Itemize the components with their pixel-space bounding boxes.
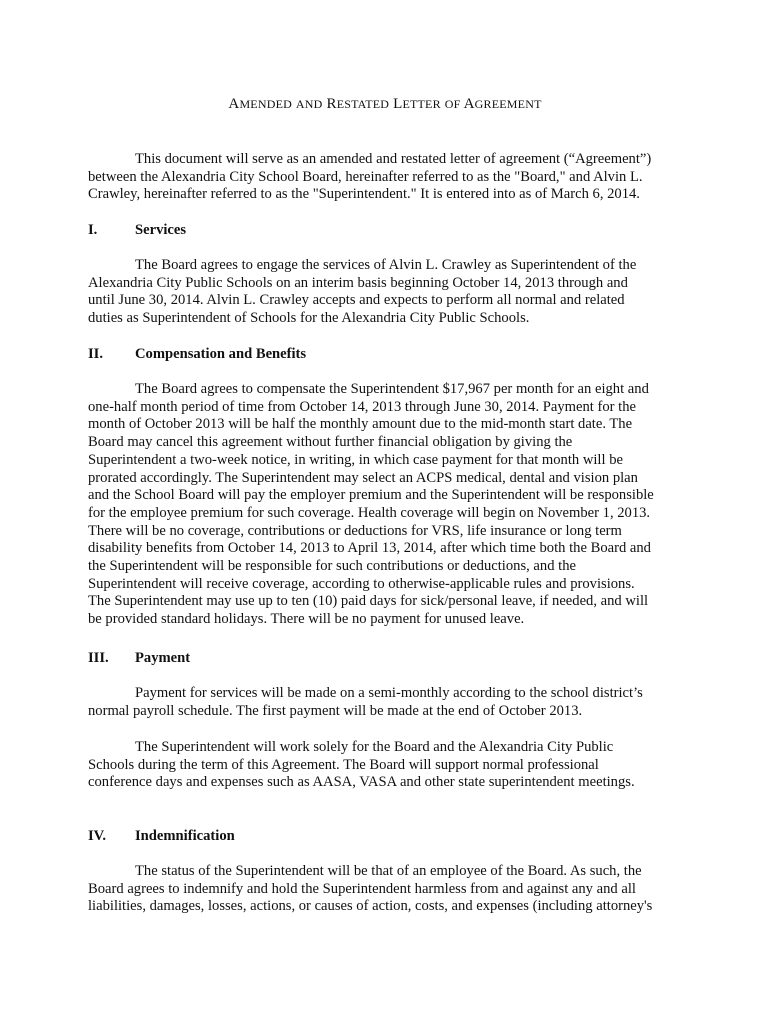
text-line: Schools during the term of this Agreement. The Board will support normal professional — [88, 756, 599, 773]
text-line: month of October 2013 will be half the monthly amount due to the mid-month start date. The — [88, 416, 633, 433]
section-heading-services — [88, 222, 186, 239]
text-line: duties as Superintendent of Schools for the Alexandria City Public Schools. — [88, 310, 530, 327]
section-title: Indemnification — [135, 828, 235, 844]
section-heading-compensation — [88, 346, 306, 363]
text-line: The Board agrees to compensate the Superintendent $17,967 per month for an eight and — [135, 381, 649, 397]
text-line: Superintendent a two-week notice, in writing, in which case payment for that month will be — [88, 451, 623, 468]
title-smallcaps: ESTATED — [336, 97, 390, 111]
text-line: Payment for services will be made on a semi-monthly according to the school district’s — [135, 685, 643, 701]
text-line: Alexandria City Public Schools on an interim basis beginning October 14, 2013 through and — [88, 274, 628, 291]
title-smallcaps: AND — [295, 97, 323, 111]
indemnification-paragraph — [88, 863, 688, 916]
services-paragraph — [88, 257, 688, 328]
text-line: Crawley, hereinafter referred to as the "Superintendent." It is entered into as of March 6, 2014. — [88, 186, 640, 203]
text-line: disability benefits from October 14, 2013 to April 13, 2014, after which time both the Board and — [88, 540, 651, 557]
section-title: Services — [135, 222, 187, 238]
section-heading-indemnification — [88, 828, 235, 845]
text-line: conference days and expenses such as AASA, VASA and other state superintendent meetings. — [88, 774, 635, 791]
text-line: The Superintendent may use up to ten (10) paid days for sick/personal leave, if needed, and will — [88, 593, 649, 610]
payment-paragraph-2 — [88, 739, 688, 792]
intro-paragraph — [88, 151, 688, 204]
title-char: R — [326, 96, 337, 112]
title-char: L — [393, 96, 403, 112]
section-title: Compensation and Benefits — [135, 346, 307, 362]
document-title — [0, 96, 770, 113]
text-line: for the employee premium for such coverage. Health coverage will begin on November 1, 2013. — [88, 504, 651, 521]
section-heading-payment — [88, 650, 190, 667]
payment-paragraph — [88, 685, 688, 720]
title-smallcaps: GREEMENT — [474, 97, 542, 111]
section-number: I. — [88, 222, 98, 238]
section-number: III. — [88, 650, 109, 666]
text-line: Board agrees to indemnify and hold the Superintendent harmless from and against any and all — [88, 880, 636, 897]
text-line: be provided standard holidays. There will be no payment for unused leave. — [88, 611, 525, 628]
section-title: Payment — [135, 650, 191, 666]
text-line: the Superintendent will be responsible for such contributions or deductions, and the — [88, 558, 576, 575]
section-number: II. — [88, 346, 104, 362]
text-line: The status of the Superintendent will be that of an employee of the Board. As such, the — [135, 863, 642, 879]
text-line: prorated accordingly. The Superintendent may select an ACPS medical, dental and vision plan — [88, 469, 638, 486]
section-number: IV. — [88, 828, 106, 844]
text-line: one-half month period of time from October 14, 2013 through June 30, 2014. Payment for the — [88, 398, 636, 415]
text-line: The Superintendent will work solely for the Board and the Alexandria City Public — [135, 739, 614, 755]
title-char: A — [463, 96, 475, 112]
text-line: This document will serve as an amended and restated letter of agreement (“Agreement”) — [135, 151, 652, 167]
text-line: and the School Board will pay the employer premium and the Superintendent will be responsible — [88, 487, 654, 504]
text-line: normal payroll schedule. The first payment will be made at the end of October 2013. — [88, 702, 583, 719]
title-smallcaps: MENDED — [239, 97, 292, 111]
text-line: between the Alexandria City School Board, hereinafter referred to as the "Board," and Alvin L. — [88, 168, 643, 185]
text-line: liabilities, damages, losses, actions, or causes of action, costs, and expenses (including attorney's — [88, 898, 653, 915]
text-line: until June 30, 2014. Alvin L. Crawley accepts and expects to perform all normal and related — [88, 292, 625, 309]
title-smallcaps: ETTER — [402, 97, 441, 111]
title-smallcaps: OF — [444, 97, 461, 111]
text-line: There will be no coverage, contributions or deductions for VRS, life insurance or long term — [88, 522, 622, 539]
title-char: A — [228, 96, 240, 112]
text-line: Board may cancel this agreement without further financial obligation by giving the — [88, 434, 573, 451]
text-line: Superintendent will receive coverage, according to otherwise-applicable rules and provisions. — [88, 575, 635, 592]
text-line: The Board agrees to engage the services of Alvin L. Crawley as Superintendent of the — [135, 257, 637, 273]
compensation-paragraph — [88, 381, 688, 629]
